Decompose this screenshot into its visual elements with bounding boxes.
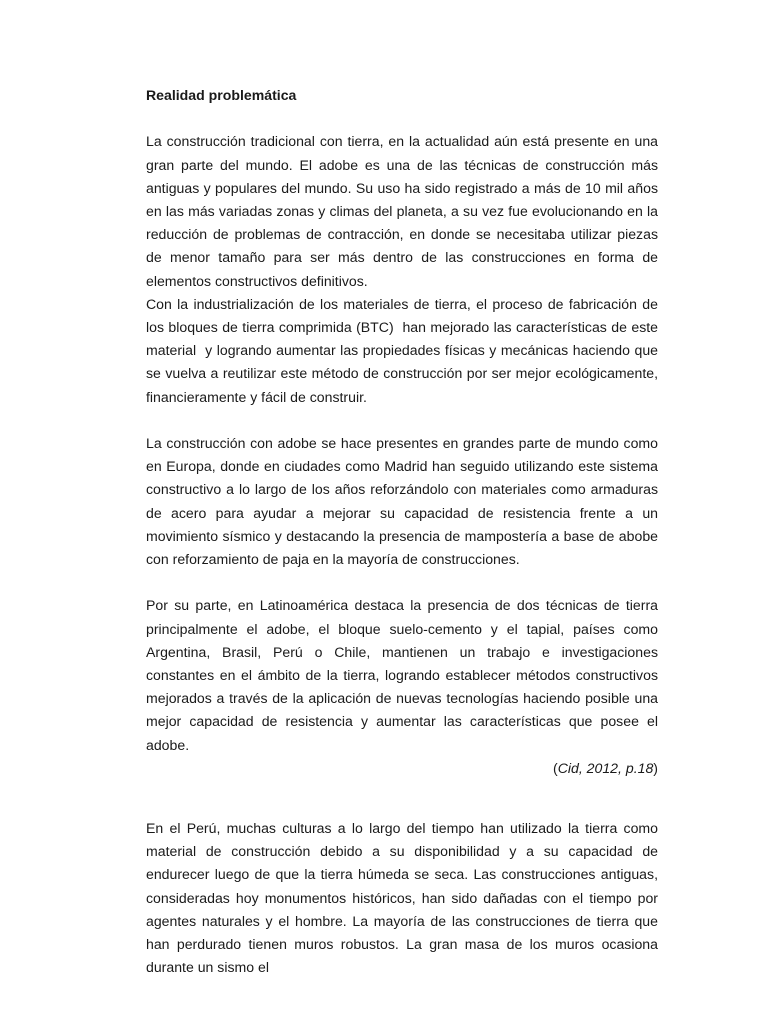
citation-close: ) — [653, 759, 658, 776]
section-heading: Realidad problemática — [146, 87, 297, 103]
citation-text: Cid, 2012, p.18 — [557, 759, 654, 776]
document-page — [146, 84, 662, 979]
citation — [146, 757, 658, 780]
citation-open: ( — [552, 759, 558, 776]
paragraph-4: Por su parte, en Latinoamérica destaca la presencia de dos técnicas de tierra principalmente el adobe, el bloque suelo-cemento y el tapial, países como Argentina, Brasil, Perú o Chile, mantienen un trabajo e investigaciones constantes en el ámbito de la tierra, logrando establecer métodos constructivos mejorados a través de la aplicación de nuevas tecnologías haciendo posible una mejor capacidad de resistencia y aumentar las características que posee el adobe. — [146, 597, 662, 753]
paragraph-spacer — [146, 571, 658, 594]
paragraph-5: En el Perú, muchas culturas a lo largo del tiempo han utilizado la tierra como material de construcción debido a su disponibilidad y a su capacidad de endurecer luego de que la tierra húmeda se seca. Las construcciones antiguas, consideradas hoy monumentos históricos, han sido dañadas con el tiempo por agentes naturales y el hombre. La mayoría de las construcciones de tierra que han perdurado tienen muros robustos. La gran masa de los muros ocasiona durante un sismo el — [146, 820, 662, 976]
paragraph-2: Con la industrialización de los materiales de tierra, el proceso de fabricación de los bloques de tierra comprimida (BTC) han mejorado las características de este material y logrando aumentar las propiedades físicas y mecánicas haciendo que se vuelva a reutilizar este método de construcción por ser mejor ecológicamente, financieramente y fácil de construir. — [146, 295, 662, 405]
paragraph-spacer — [146, 409, 658, 432]
paragraph-1: La construcción tradicional con tierra, en la actualidad aún está presente en una gran parte del mundo. El adobe es una de las técnicas de construcción más antiguas y populares del mundo. Su uso ha sido registrado a más de 10 mil años en las más variadas zonas y climas del planeta, a su vez fue evolucionando en la reducción de problemas de contracción, en donde se necesitaba utilizar piezas de menor tamaño para ser más dentro de las construcciones en forma de elementos constructivos definitivos. — [146, 133, 662, 289]
paragraph-spacer — [146, 780, 658, 817]
paragraph-3: La construcción con adobe se hace presentes en grandes parte de mundo como en Europa, donde en ciudades como Madrid han seguido utilizando este sistema constructivo a lo largo de los años reforzándolo con materiales como armaduras de acero para ayudar a mejorar su capacidad de resistencia frente a un movimiento sísmico y destacando la presencia de mampostería a base de abobe con reforzamiento de paja en la mayoría de construcciones. — [146, 435, 662, 568]
